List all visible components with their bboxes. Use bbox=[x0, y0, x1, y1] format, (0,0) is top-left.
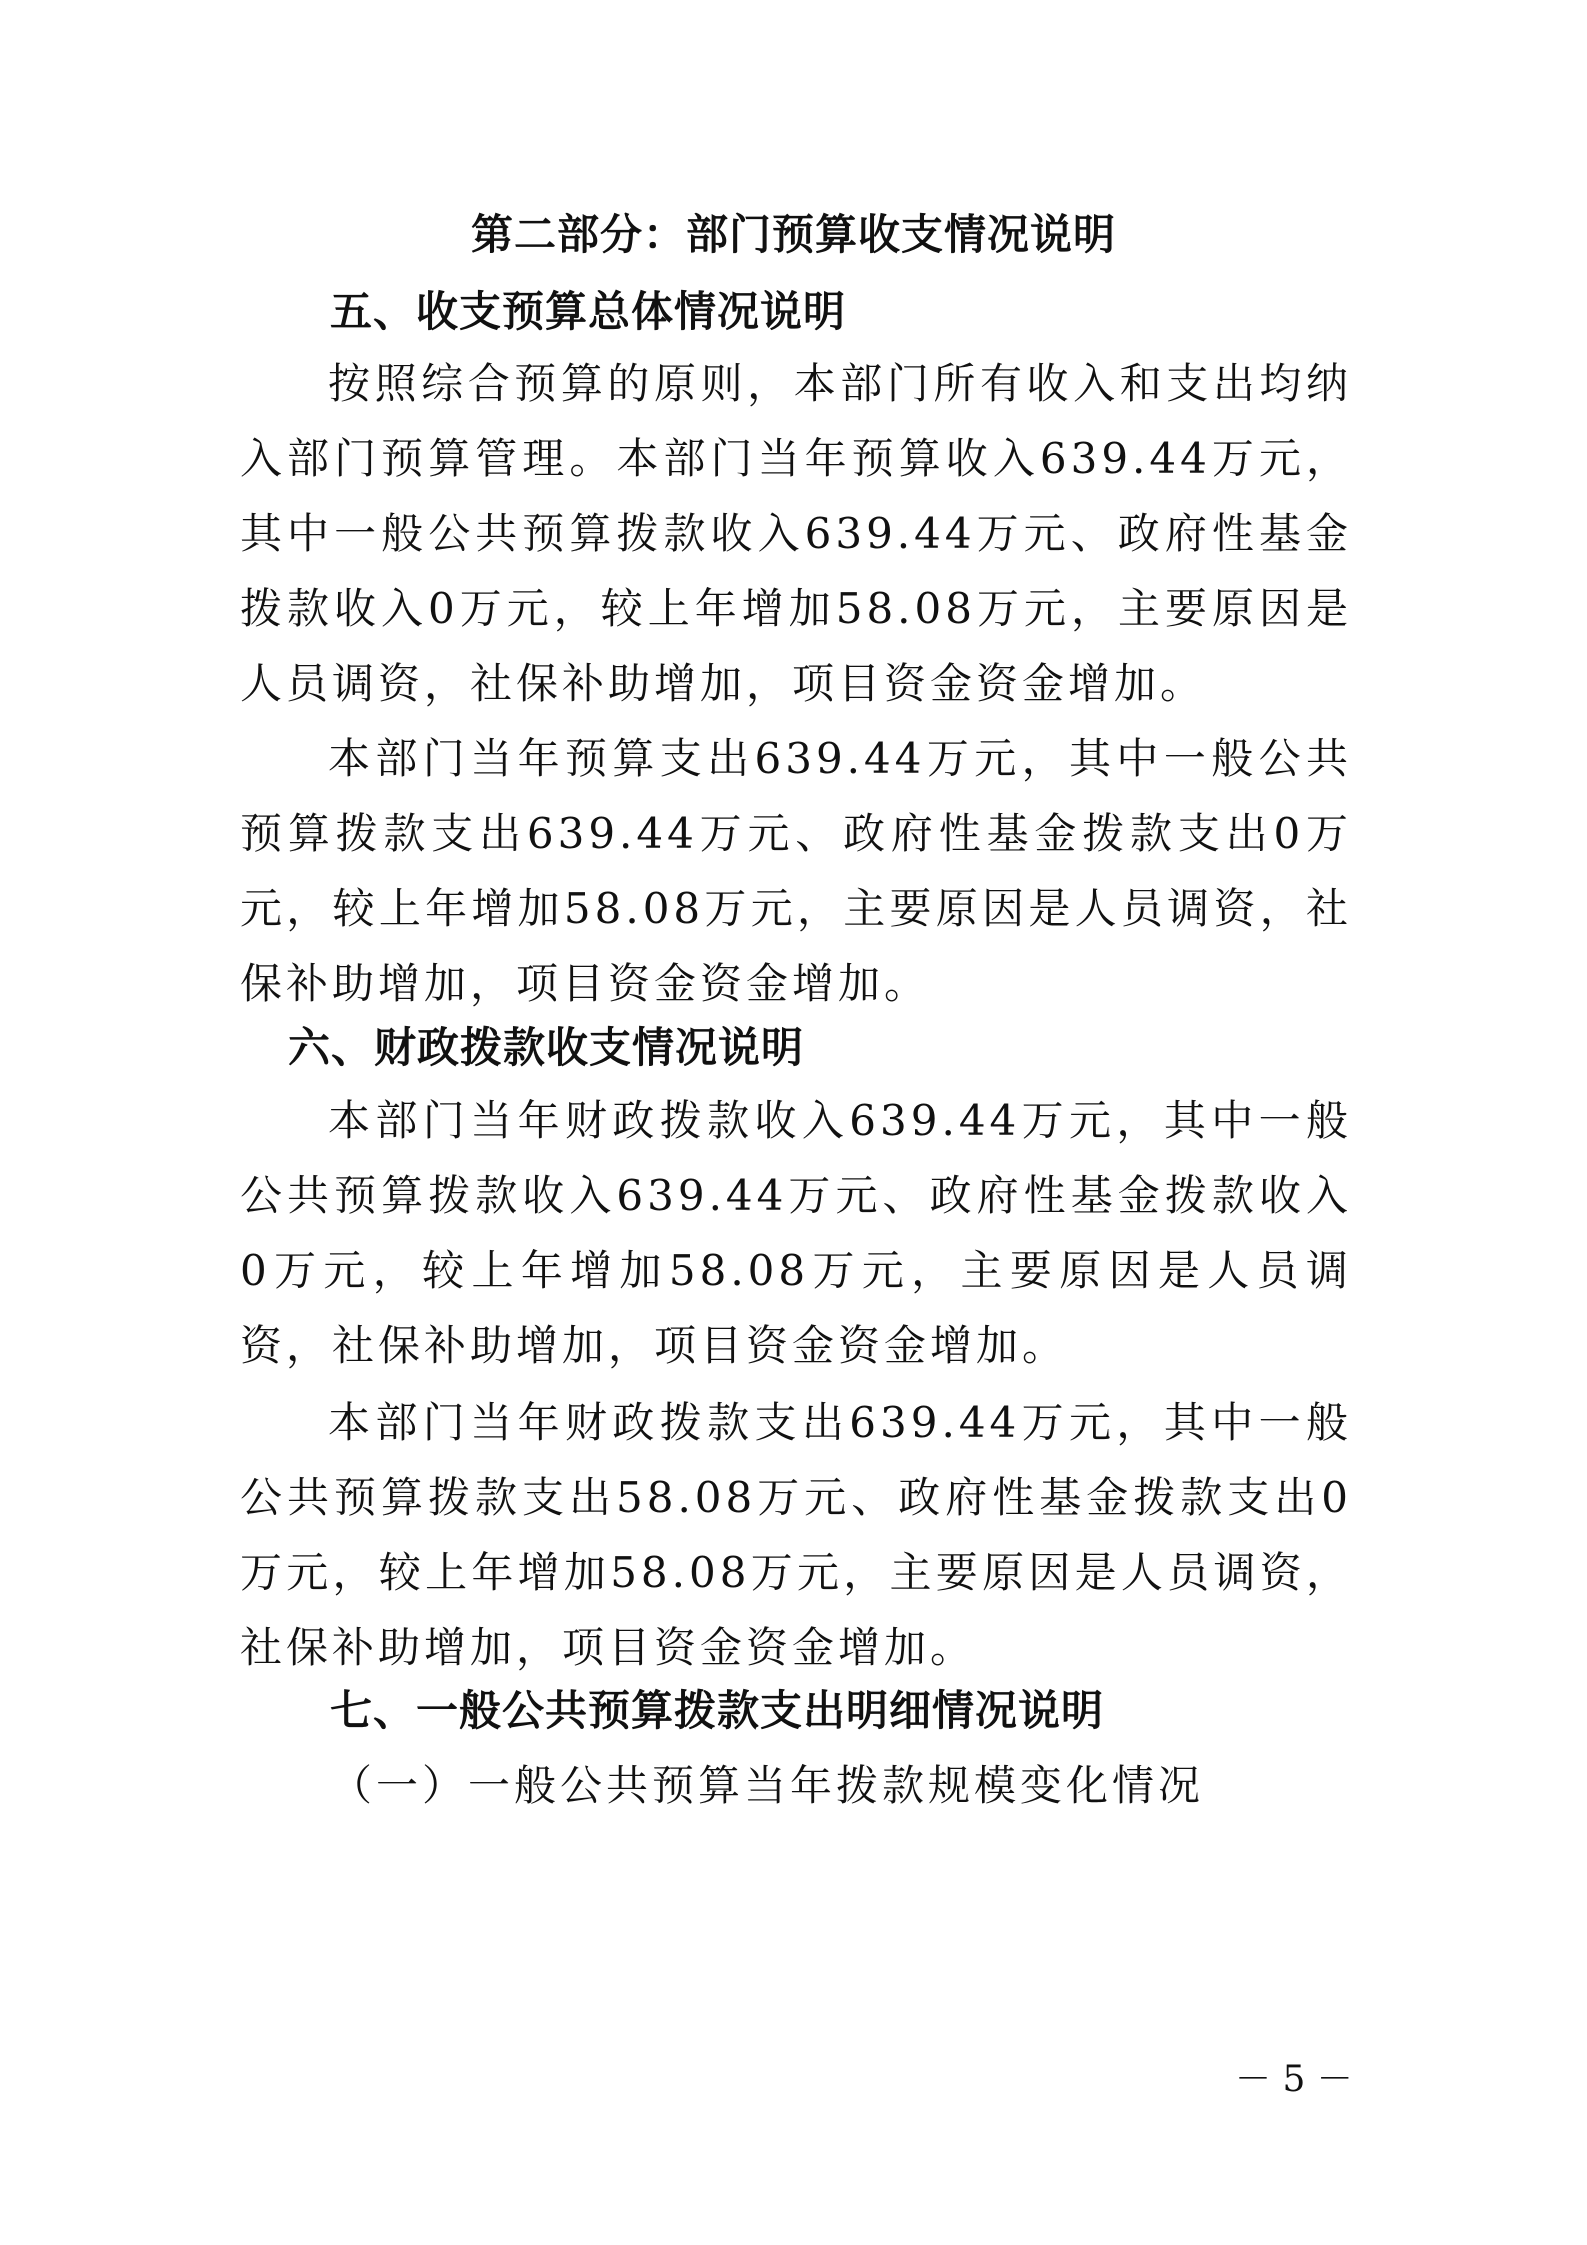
paragraph-5-2: 本部门当年预算支出639.44万元，其中一般公共预算拨款支出639.44万元、政府性基金拨款支出0万元，较上年增加58.08万元，主要原因是人员调资，社保补助增加，项目资金资金增加。 bbox=[240, 734, 1352, 1008]
page-title: 第二部分：部门预算收支情况说明 bbox=[470, 210, 1116, 259]
section-heading-6: 六、财政拨款收支情况说明 bbox=[288, 1023, 805, 1072]
subsection-heading-7-1: （一）一般公共预算当年拨款规模变化情况 bbox=[330, 1761, 1205, 1810]
section-heading-5: 五、收支预算总体情况说明 bbox=[330, 287, 847, 336]
paragraph-6-1: 本部门当年财政拨款收入639.44万元，其中一般公共预算拨款收入639.44万元、政府性基金拨款收入0万元，较上年增加58.08万元，主要原因是人员调资，社保补助增加，项目资金资金增加。 bbox=[240, 1096, 1352, 1370]
page-number: － 5 － bbox=[1235, 2059, 1353, 2100]
paragraph-6-2: 本部门当年财政拨款支出639.44万元，其中一般公共预算拨款支出58.08万元、政府性基金拨款支出0万元，较上年增加58.08万元，主要原因是人员调资，社保补助增加，项目资金资金增加。 bbox=[240, 1398, 1352, 1672]
paragraph-5-1: 按照综合预算的原则，本部门所有收入和支出均纳入部门预算管理。本部门当年预算收入639.44万元，其中一般公共预算拨款收入639.44万元、政府性基金拨款收入0万元，较上年增加58.08万元，主要原因是人员调资，社保补助增加，项目资金资金增加。 bbox=[240, 359, 1352, 708]
section-heading-7: 七、一般公共预算拨款支出明细情况说明 bbox=[330, 1686, 1105, 1735]
